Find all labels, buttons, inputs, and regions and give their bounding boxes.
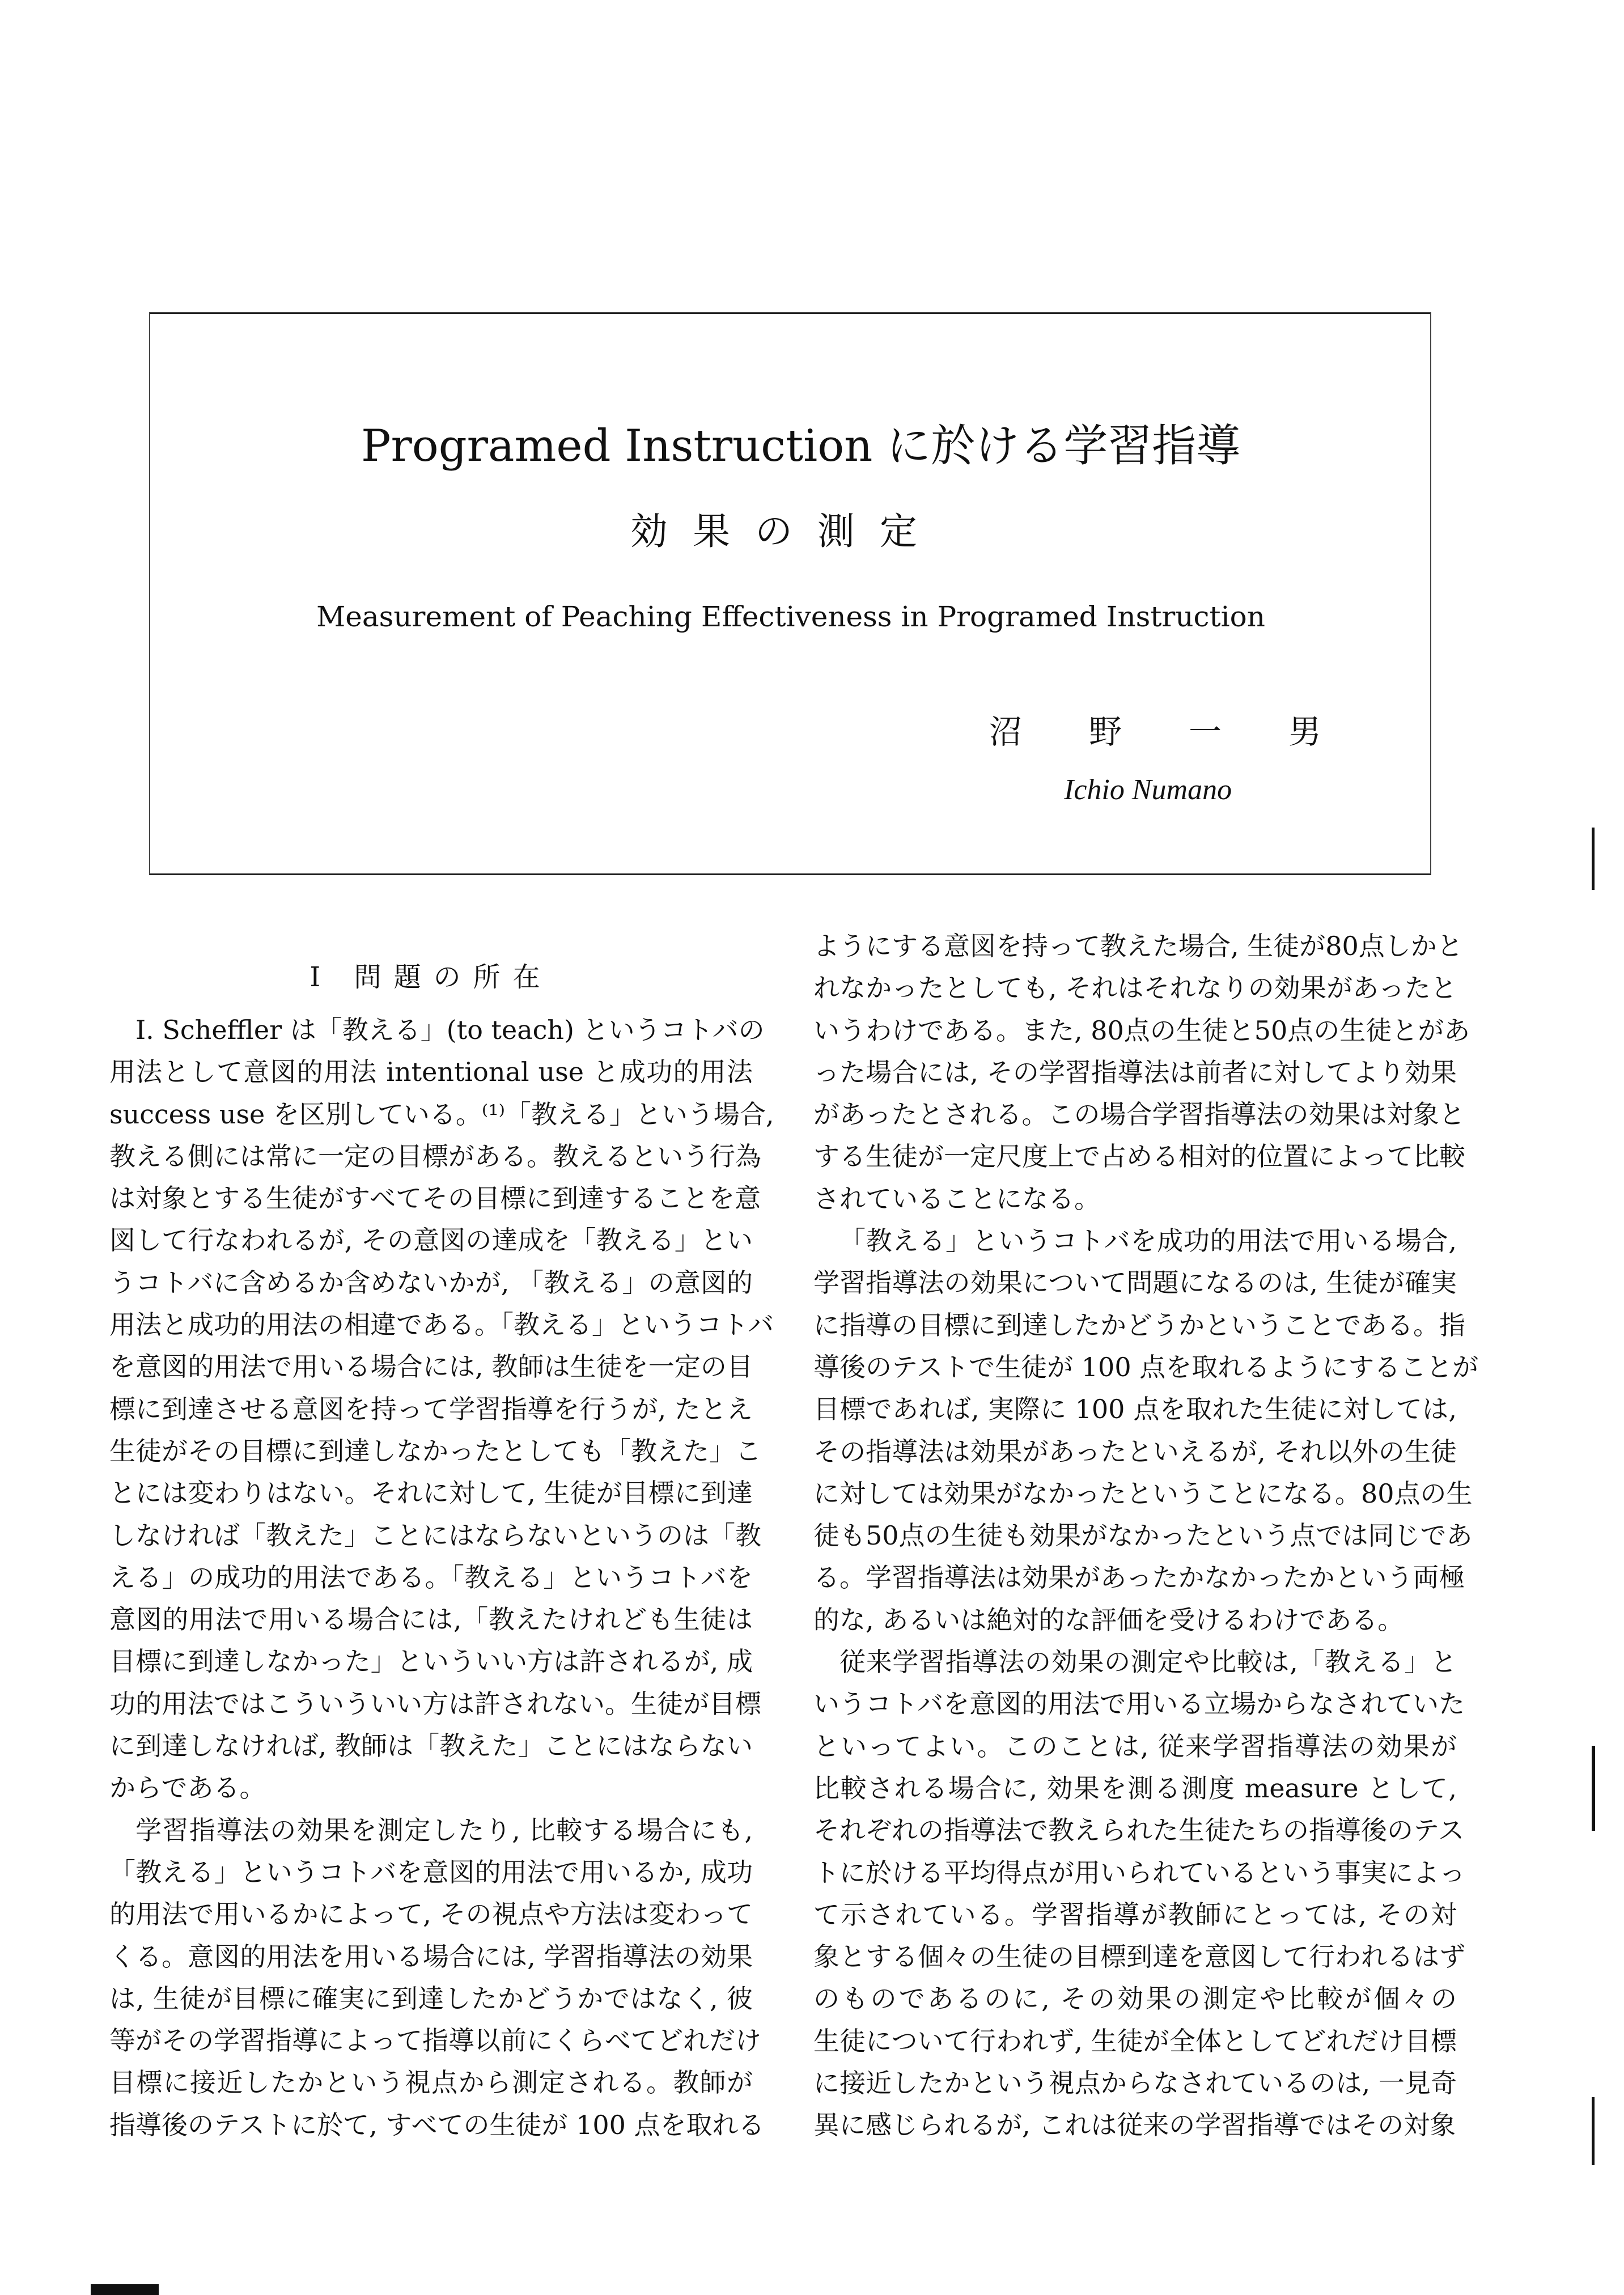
- paragraph: [813, 1220, 1479, 1641]
- section-heading: I 問題の所在: [309, 961, 553, 993]
- text-line: 等がその学習指導によって指導以前にくらべてどれだけ: [109, 2025, 761, 2056]
- text-line: 指導後のテストに於て, すべての生徒が 100 点を取れる: [109, 2109, 765, 2140]
- text-line: に到達しなければ, 教師は「教えた」ことにはならない: [109, 1730, 753, 1762]
- title-english: Measurement of Peaching Effectiveness in Programed Instruction: [316, 600, 1265, 633]
- text-line: 用法として意図的用法 intentional use と成功的用法: [109, 1057, 753, 1088]
- text-line: 生徒がその目標に到達しなかったとしても「教えた」こ: [109, 1435, 761, 1466]
- scan-mark-right-edge: [1592, 828, 1595, 890]
- text-line: 目標に到達しなかった」といういい方は許されるが, 成: [109, 1646, 753, 1677]
- paragraph: [109, 1809, 765, 2146]
- text-line: った場合には, その学習指導法は前者に対してより効果: [813, 1057, 1457, 1088]
- text-line: 「教える」というコトバを意図的用法で用いるか, 成功: [109, 1856, 753, 1887]
- text-line: 的用法で用いるかによって, その視点や方法は変わって: [109, 1899, 753, 1930]
- text-line: 生徒について行われず, 生徒が全体としてどれだけ目標: [813, 2025, 1457, 2056]
- paragraph: [109, 1009, 774, 1809]
- text-line: 従来学習指導法の効果の測定や比較は,「教える」と: [839, 1647, 1457, 1678]
- text-line: 目標であれば, 実際に 100 点を取れた生徒に対しては,: [813, 1394, 1457, 1425]
- text-line: は対象とする生徒がすべてその目標に到達することを意: [109, 1183, 761, 1214]
- text-line: うコトバに含めるか含めないかが, 「教える」の意図的: [109, 1267, 753, 1298]
- scan-mark-bottom-left: [91, 2284, 159, 2295]
- text-line: からである。: [109, 1772, 266, 1804]
- text-line: その指導法は効果があったといえるが, それ以外の生徒: [813, 1436, 1457, 1467]
- title-japanese: Programed Instruction に於ける学習指導: [361, 421, 1241, 472]
- text-line: くる。意図的用法を用いる場合には, 学習指導法の効果: [109, 1941, 753, 1972]
- text-line: 教える側には常に一定の目標がある。教えるという行為: [109, 1140, 761, 1172]
- text-line: 功的用法ではこういういい方は許されない。生徒が目標: [109, 1688, 761, 1719]
- text-line: る。学習指導法は効果があったかなかったかという両極: [813, 1562, 1465, 1593]
- text-line: I. Scheffler は「教える」(to teach) というコトバの: [135, 1015, 765, 1045]
- text-line: する生徒が一定尺度上で占める相対的位置によって比較: [813, 1141, 1465, 1172]
- text-line: は, 生徒が目標に確実に到達したかどうかではなく, 彼: [109, 1983, 753, 2014]
- text-line: いうコトバを意図的用法で用いる立場からなされていた: [813, 1689, 1465, 1720]
- title-japanese-subtitle: 効果の測定: [630, 510, 942, 553]
- text-line: しなければ「教えた」ことにはならないというのは「教: [109, 1520, 761, 1551]
- text-line: を意図的用法で用いる場合には, 教師は生徒を一定の目: [109, 1351, 753, 1382]
- text-line: トに於ける平均得点が用いられているという事実によっ: [813, 1857, 1465, 1888]
- text-line: それぞれの指導法で教えられた生徒たちの指導後のテス: [813, 1815, 1465, 1846]
- text-line: されていることになる。: [813, 1183, 1100, 1214]
- right-column: [813, 925, 1479, 2146]
- title-box: [149, 312, 1431, 875]
- text-line: 比較される場合に, 効果を測る測度 measure として,: [813, 1772, 1457, 1804]
- text-line: のものであるのに, その効果の測定や比較が個々の: [813, 1983, 1457, 2014]
- text-line: 学習指導法の効果を測定したり, 比較する場合にも,: [135, 1814, 753, 1846]
- text-line: ようにする意図を持って教えた場合, 生徒が80点しかと: [813, 931, 1463, 961]
- text-line: 的な, あるいは絶対的な評価を受けるわけである。: [813, 1604, 1404, 1635]
- text-line: とには変わりはない。それに対して, 生徒が目標に到達: [109, 1478, 753, 1509]
- text-line: 標に到達させる意図を持って学習指導を行うが, たとえ: [109, 1393, 753, 1424]
- text-line: れなかったとしても, それはそれなりの効果があったと: [813, 973, 1457, 1004]
- scan-mark-right-edge: [1592, 1746, 1595, 1831]
- text-line: 徒も50点の生徒も効果がなかったという点では同じであ: [813, 1520, 1473, 1551]
- text-line: 意図的用法で用いる場合には,「教えたけれども生徒は: [109, 1604, 753, 1635]
- paragraph: [813, 1641, 1465, 2146]
- text-line: 導後のテストで生徒が 100 点を取れるようにすることが: [813, 1351, 1479, 1382]
- text-line: いうわけである。また, 80点の生徒と50点の生徒とがあ: [813, 1015, 1470, 1046]
- author-name-english: Ichio Numano: [1064, 774, 1232, 806]
- text-line: に接近したかという視点からなされているのは, 一見奇: [813, 2068, 1457, 2099]
- text-line: 用法と成功的用法の相違である。「教える」というコトバ: [109, 1309, 774, 1340]
- text-line: 異に感じられるが, これは従来の学習指導ではその対象: [813, 2110, 1456, 2141]
- text-line: える」の成功的用法である。「教える」というコトバを: [109, 1562, 753, 1593]
- text-line: 学習指導法の効果について問題になるのは, 生徒が確実: [813, 1267, 1457, 1299]
- left-column: [109, 1009, 774, 2146]
- text-line: があったとされる。この場合学習指導法の効果は対象と: [813, 1099, 1465, 1130]
- text-line: 象とする個々の生徒の目標到達を意図して行われるはず: [813, 1941, 1465, 1972]
- author-name-japanese: 沼野一男: [989, 712, 1389, 751]
- text-line: success use を区別している。⁽¹⁾「教える」という場合,: [109, 1098, 774, 1130]
- text-line: 「教える」というコトバを成功的用法で用いる場合,: [839, 1225, 1457, 1257]
- paragraph: [813, 925, 1470, 1220]
- text-line: 目標に接近したかという視点から測定される。教師が: [109, 2067, 753, 2098]
- text-line: 図して行なわれるが, その意図の達成を「教える」とい: [109, 1225, 753, 1256]
- scan-mark-right-edge: [1592, 2097, 1595, 2165]
- text-line: に対しては効果がなかったということになる。80点の生: [813, 1478, 1473, 1509]
- text-line: といってよい。このことは, 従来学習指導法の効果が: [813, 1730, 1457, 1762]
- text-line: に指導の目標に到達したかどうかということである。指: [813, 1309, 1465, 1340]
- text-line: て示されている。学習指導が教師にとっては, その対: [813, 1899, 1457, 1930]
